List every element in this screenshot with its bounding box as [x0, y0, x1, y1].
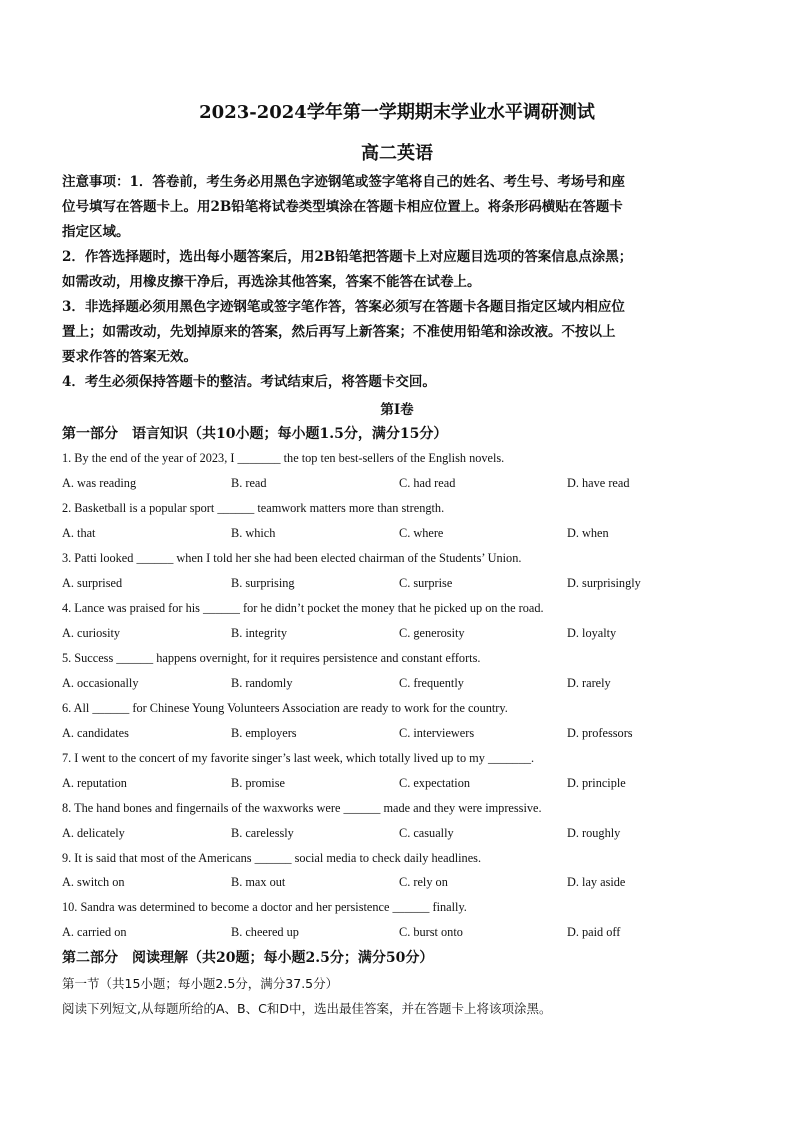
part1-heading: 第一部分 语言知识（共10小题；每小题1.5分，满分15分）: [62, 426, 448, 442]
option-b: B. integrity: [231, 626, 288, 640]
option-d: D. loyalty: [567, 626, 617, 640]
option-a: A. delicately: [62, 826, 125, 840]
option-b: B. randomly: [231, 676, 293, 690]
question-stem: 10. Sandra was determined to become a doctor and her persistence ______ finally.: [62, 900, 467, 914]
question-stem: 2. Basketball is a popular sport ______ teamwork matters more than strength.: [62, 501, 445, 515]
option-b: B. employers: [231, 726, 297, 740]
option-a: A. reputation: [62, 776, 127, 790]
volume-heading: 第Ⅰ卷: [380, 402, 414, 418]
section1-heading: 第一节（共15小题；每小题2.5分，满分37.5分）: [62, 976, 339, 991]
notice-line: 指定区域。: [62, 224, 130, 240]
option-b: B. read: [231, 476, 267, 490]
option-b: B. cheered up: [231, 925, 299, 939]
option-c: C. rely on: [399, 875, 448, 889]
notice-line: 4．考生必须保持答题卡的整洁。考试结束后，将答题卡交回。: [62, 374, 436, 390]
option-a: A. was reading: [62, 476, 137, 490]
option-d: D. professors: [567, 726, 633, 740]
option-c: C. had read: [399, 476, 456, 490]
notice-line: 注意事项：1．答卷前，考生务必用黑色字迹钢笔或签字笔将自己的姓名、考生号、考场号和座: [62, 174, 625, 190]
option-b: B. carelessly: [231, 826, 294, 840]
question-stem: 5. Success ______ happens overnight, for it requires persistence and constant efforts.: [62, 651, 481, 665]
option-c: C. where: [399, 526, 444, 540]
option-d: D. lay aside: [567, 875, 626, 889]
option-c: C. frequently: [399, 676, 464, 690]
option-c: C. surprise: [399, 576, 453, 590]
option-d: D. have read: [567, 476, 630, 490]
option-a: A. candidates: [62, 726, 129, 740]
option-a: A. occasionally: [62, 676, 139, 690]
question-stem: 8. The hand bones and fingernails of the waxworks were ______ made and they were impressive.: [62, 801, 542, 815]
option-c: C. interviewers: [399, 726, 475, 740]
option-a: A. curiosity: [62, 626, 121, 640]
question-stem: 1. By the end of the year of 2023, I _______ the top ten best-sellers of the English novels.: [62, 451, 505, 465]
notice-line: 位号填写在答题卡上。用2B铅笔将试卷类型填涂在答题卡相应位置上。将条形码横贴在答题卡: [62, 199, 623, 215]
option-b: B. promise: [231, 776, 285, 790]
option-a: A. switch on: [62, 875, 125, 889]
option-b: B. max out: [231, 875, 286, 889]
option-d: D. paid off: [567, 925, 621, 939]
option-d: D. roughly: [567, 826, 621, 840]
option-a: A. surprised: [62, 576, 123, 590]
exam-title: 2023-2024学年第一学期期末学业水平调研测试: [199, 102, 595, 123]
notice-line: 3．非选择题必须用黑色字迹钢笔或签字笔作答，答案必须写在答题卡各题目指定区域内相应位: [62, 299, 625, 315]
option-d: D. surprisingly: [567, 576, 641, 590]
notice-line: 要求作答的答案无效。: [62, 349, 197, 365]
notice-line: 如需改动，用橡皮擦干净后，再选涂其他答案，答案不能答在试卷上。: [62, 274, 481, 290]
option-d: D. principle: [567, 776, 626, 790]
question-stem: 7. I went to the concert of my favorite singer’s last week, which totally lived up to my _______.: [62, 751, 535, 765]
option-d: D. when: [567, 526, 609, 540]
question-stem: 4. Lance was praised for his ______ for he didn’t pocket the money that he picked up on the road.: [62, 601, 544, 615]
option-c: C. casually: [399, 826, 454, 840]
option-c: C. burst onto: [399, 925, 463, 939]
question-stem: 6. All ______ for Chinese Young Volunteers Association are ready to work for the country.: [62, 701, 508, 715]
notice-line: 2．作答选择题时，选出每小题答案后，用2B铅笔把答题卡上对应题目选项的答案信息点涂黑；: [62, 249, 633, 265]
notice-line: 置上；如需改动，先划掉原来的答案，然后再写上新答案；不准使用铅笔和涂改液。不按以上: [62, 324, 616, 340]
option-a: A. that: [62, 526, 96, 540]
part2-heading: 第二部分 阅读理解（共20题；每小题2.5分；满分50分）: [62, 950, 434, 966]
subject-title: 高二英语: [361, 143, 433, 164]
option-c: C. generosity: [399, 626, 465, 640]
question-stem: 9. It is said that most of the Americans ______ social media to check daily headlines.: [62, 851, 482, 865]
reading-instruction: 阅读下列短文,从每题所给的A、B、C和D中，选出最佳答案，并在答题卡上将该项涂黑。: [62, 1001, 552, 1016]
option-b: B. which: [231, 526, 276, 540]
option-b: B. surprising: [231, 576, 295, 590]
question-stem: 3. Patti looked ______ when I told her she had been elected chairman of the Students’ Union.: [62, 551, 522, 565]
option-d: D. rarely: [567, 676, 611, 690]
option-a: A. carried on: [62, 925, 127, 939]
option-c: C. expectation: [399, 776, 471, 790]
